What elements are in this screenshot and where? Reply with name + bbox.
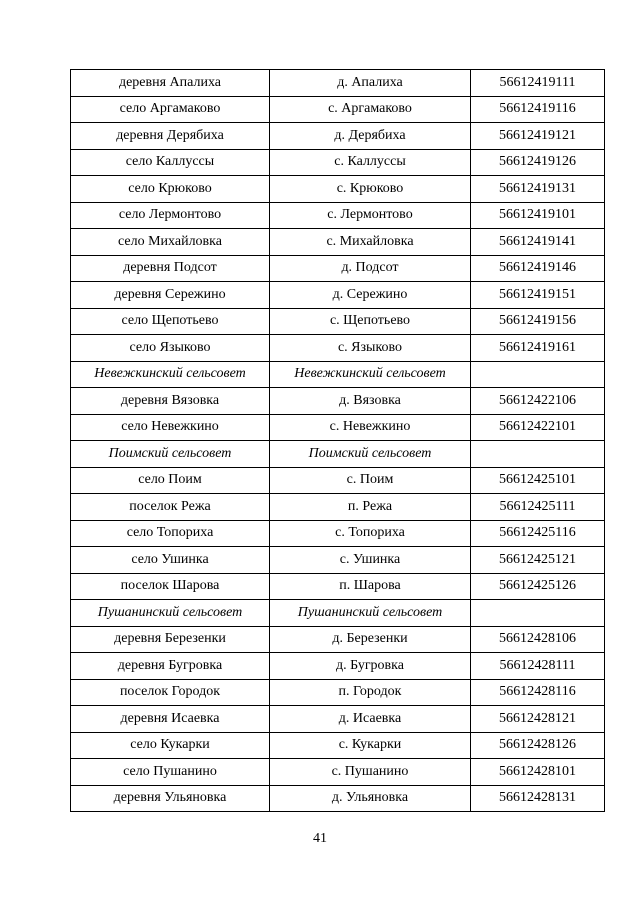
oktmo-code-cell: 56612425126 — [471, 573, 605, 600]
settlement-name-cell: поселок Шарова — [71, 573, 270, 600]
table-row — [71, 202, 605, 229]
table-row — [71, 70, 605, 97]
oktmo-code-cell: 56612428131 — [471, 785, 605, 812]
oktmo-code-cell: 56612419121 — [471, 123, 605, 150]
settlement-short-name-cell: с. Кукарки — [270, 732, 471, 759]
settlement-name-cell: Поимский сельсовет — [71, 441, 270, 468]
settlement-table — [70, 69, 605, 812]
oktmo-code-cell: 56612419116 — [471, 96, 605, 123]
settlement-short-name-cell: п. Городок — [270, 679, 471, 706]
table-row — [71, 626, 605, 653]
table-row — [71, 785, 605, 812]
oktmo-code-cell: 56612419151 — [471, 282, 605, 309]
section-header-row — [71, 441, 605, 468]
table-row — [71, 759, 605, 786]
settlement-short-name-cell: с. Михайловка — [270, 229, 471, 256]
settlement-short-name-cell: п. Режа — [270, 494, 471, 521]
oktmo-code-cell — [471, 361, 605, 388]
settlement-short-name-cell: Пушанинский сельсовет — [270, 600, 471, 627]
settlement-name-cell: село Каллуссы — [71, 149, 270, 176]
table-row — [71, 653, 605, 680]
settlement-short-name-cell: с. Ушинка — [270, 547, 471, 574]
settlement-short-name-cell: д. Бугровка — [270, 653, 471, 680]
oktmo-code-cell: 56612425121 — [471, 547, 605, 574]
settlement-short-name-cell: п. Шарова — [270, 573, 471, 600]
settlement-short-name-cell: д. Исаевка — [270, 706, 471, 733]
oktmo-code-cell: 56612419156 — [471, 308, 605, 335]
table-row — [71, 229, 605, 256]
oktmo-code-cell: 56612419146 — [471, 255, 605, 282]
settlement-name-cell: село Щепотьево — [71, 308, 270, 335]
table-row — [71, 467, 605, 494]
settlement-short-name-cell: д. Ульяновка — [270, 785, 471, 812]
settlement-name-cell: деревня Ульяновка — [71, 785, 270, 812]
settlement-table-body — [71, 70, 605, 812]
oktmo-code-cell: 56612428111 — [471, 653, 605, 680]
table-row — [71, 149, 605, 176]
oktmo-code-cell: 56612419141 — [471, 229, 605, 256]
settlement-name-cell: село Крюково — [71, 176, 270, 203]
settlement-short-name-cell: д. Березенки — [270, 626, 471, 653]
settlement-short-name-cell: д. Подсот — [270, 255, 471, 282]
settlement-short-name-cell: с. Аргамаково — [270, 96, 471, 123]
page-number: 41 — [313, 831, 327, 846]
settlement-name-cell: деревня Бугровка — [71, 653, 270, 680]
settlement-short-name-cell: с. Поим — [270, 467, 471, 494]
table-row — [71, 335, 605, 362]
oktmo-code-cell: 56612428116 — [471, 679, 605, 706]
oktmo-code-cell: 56612419131 — [471, 176, 605, 203]
settlement-name-cell: село Аргамаково — [71, 96, 270, 123]
settlement-name-cell: деревня Березенки — [71, 626, 270, 653]
settlement-name-cell: село Невежкино — [71, 414, 270, 441]
table-row — [71, 547, 605, 574]
oktmo-code-cell: 56612422101 — [471, 414, 605, 441]
oktmo-code-cell: 56612425111 — [471, 494, 605, 521]
oktmo-code-cell: 56612425101 — [471, 467, 605, 494]
oktmo-code-cell: 56612428106 — [471, 626, 605, 653]
table-row — [71, 706, 605, 733]
settlement-name-cell: деревня Исаевка — [71, 706, 270, 733]
settlement-short-name-cell: с. Языково — [270, 335, 471, 362]
settlement-name-cell: деревня Вязовка — [71, 388, 270, 415]
settlement-short-name-cell: д. Вязовка — [270, 388, 471, 415]
settlement-name-cell: деревня Дерябиха — [71, 123, 270, 150]
table-row — [71, 520, 605, 547]
oktmo-code-cell: 56612419111 — [471, 70, 605, 97]
settlement-short-name-cell: д. Сережино — [270, 282, 471, 309]
settlement-name-cell: село Поим — [71, 467, 270, 494]
oktmo-code-cell: 56612419161 — [471, 335, 605, 362]
settlement-name-cell: село Пушанино — [71, 759, 270, 786]
table-row — [71, 282, 605, 309]
settlement-name-cell: село Кукарки — [71, 732, 270, 759]
settlement-name-cell: деревня Сережино — [71, 282, 270, 309]
table-row — [71, 414, 605, 441]
settlement-short-name-cell: с. Каллуссы — [270, 149, 471, 176]
settlement-name-cell: Пушанинский сельсовет — [71, 600, 270, 627]
settlement-short-name-cell: с. Пушанино — [270, 759, 471, 786]
settlement-short-name-cell: с. Крюково — [270, 176, 471, 203]
settlement-short-name-cell: д. Дерябиха — [270, 123, 471, 150]
settlement-name-cell: поселок Режа — [71, 494, 270, 521]
settlement-short-name-cell: д. Апалиха — [270, 70, 471, 97]
oktmo-code-cell: 56612419101 — [471, 202, 605, 229]
table-row — [71, 96, 605, 123]
section-header-row — [71, 600, 605, 627]
table-row — [71, 308, 605, 335]
oktmo-code-cell — [471, 600, 605, 627]
table-row — [71, 388, 605, 415]
settlement-short-name-cell: с. Щепотьево — [270, 308, 471, 335]
oktmo-code-cell: 56612428121 — [471, 706, 605, 733]
oktmo-code-cell: 56612428126 — [471, 732, 605, 759]
settlement-name-cell: деревня Подсот — [71, 255, 270, 282]
table-row — [71, 494, 605, 521]
oktmo-code-cell: 56612425116 — [471, 520, 605, 547]
settlement-short-name-cell: Поимский сельсовет — [270, 441, 471, 468]
settlement-name-cell: село Ушинка — [71, 547, 270, 574]
settlement-short-name-cell: с. Невежкино — [270, 414, 471, 441]
settlement-name-cell: Невежкинский сельсовет — [71, 361, 270, 388]
settlement-name-cell: поселок Городок — [71, 679, 270, 706]
table-row — [71, 123, 605, 150]
oktmo-code-cell: 56612419126 — [471, 149, 605, 176]
table-row — [71, 573, 605, 600]
table-row — [71, 255, 605, 282]
section-header-row — [71, 361, 605, 388]
settlement-name-cell: село Топориха — [71, 520, 270, 547]
table-row — [71, 679, 605, 706]
settlement-name-cell: село Лермонтово — [71, 202, 270, 229]
settlement-short-name-cell: с. Топориха — [270, 520, 471, 547]
settlement-name-cell: село Языково — [71, 335, 270, 362]
table-row — [71, 176, 605, 203]
table-row — [71, 732, 605, 759]
oktmo-code-cell — [471, 441, 605, 468]
settlement-short-name-cell: Невежкинский сельсовет — [270, 361, 471, 388]
settlement-name-cell: деревня Апалиха — [71, 70, 270, 97]
settlement-name-cell: село Михайловка — [71, 229, 270, 256]
oktmo-code-cell: 56612422106 — [471, 388, 605, 415]
oktmo-code-cell: 56612428101 — [471, 759, 605, 786]
settlement-short-name-cell: с. Лермонтово — [270, 202, 471, 229]
